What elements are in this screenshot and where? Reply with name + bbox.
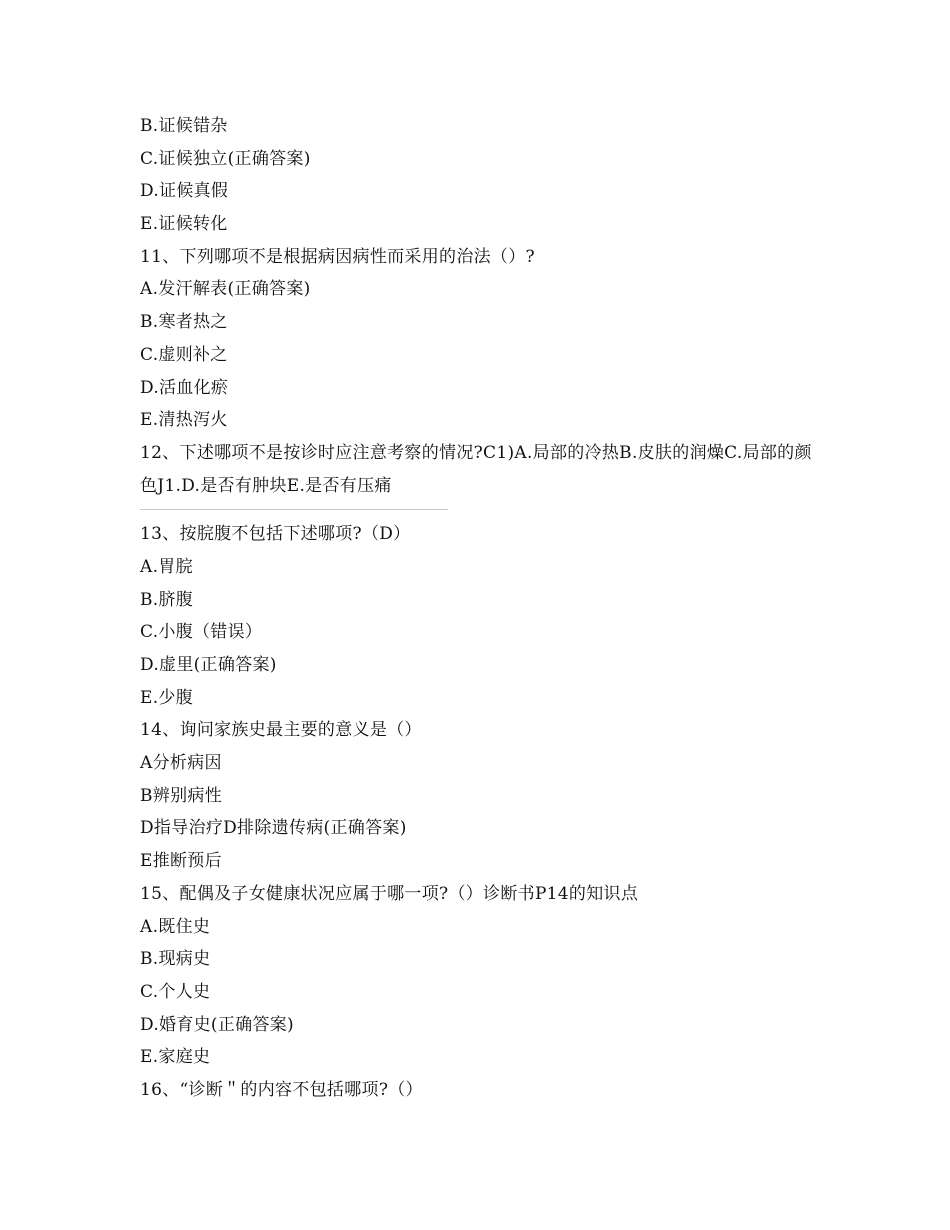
- option-line: A.既住史: [140, 916, 211, 937]
- option-line: D.婚育史(正确答案): [140, 1014, 294, 1035]
- option-line: B.寒者热之: [140, 312, 228, 333]
- option-line: B.证候错杂: [140, 116, 228, 136]
- question-14: 14、询问家族史最主要的意义是（）: [140, 720, 422, 741]
- option-line: A.发汗解表(正确答案): [140, 279, 311, 300]
- option-line: A.胃脘: [140, 556, 193, 577]
- option-line: B辨别病性: [140, 785, 222, 806]
- option-line: D.虚里(正确答案): [140, 655, 277, 676]
- option-line: C.证候独立(正确答案): [140, 148, 311, 169]
- option-line: B.脐腹: [140, 589, 194, 610]
- option-line: D.活血化瘀: [140, 377, 229, 398]
- question-15: 15、配偶及子女健康状况应属于哪一项?（）诊断书P14的知识点: [140, 883, 639, 904]
- option-line: E.清热泻火: [140, 410, 228, 431]
- option-line: C.虚则补之: [140, 344, 228, 365]
- option-line: C.个人史: [140, 981, 211, 1002]
- document-body: [140, 110, 820, 1107]
- question-16: 16、“诊断＂的内容不包括哪项?（）: [140, 1079, 423, 1100]
- question-12: 12、下述哪项不是按诊时应注意考察的情况?C1)A.局部的冷热B.皮肤的润燥C.局部的颜色J1.D.是否有肿块E.是否有压痛: [140, 442, 812, 496]
- option-line: C.小腹（错误）: [140, 622, 263, 643]
- option-line: E.家庭史: [140, 1047, 211, 1068]
- question-11: 11、下列哪项不是根据病因病性而采用的治法（）?: [140, 246, 535, 267]
- option-line: E.少腹: [140, 687, 194, 708]
- horizontal-divider: [140, 509, 448, 510]
- option-line: E推断预后: [140, 851, 222, 872]
- question-13: 13、按脘腹不包括下述哪项?（D）: [140, 524, 411, 545]
- option-line: B.现病史: [140, 949, 211, 970]
- option-line: A分析病因: [140, 753, 222, 774]
- option-line: D.证候真假: [140, 181, 229, 202]
- option-line: D指导治疗D排除遗传病(正确答案): [140, 818, 407, 839]
- option-line: E.证候转化: [140, 214, 228, 235]
